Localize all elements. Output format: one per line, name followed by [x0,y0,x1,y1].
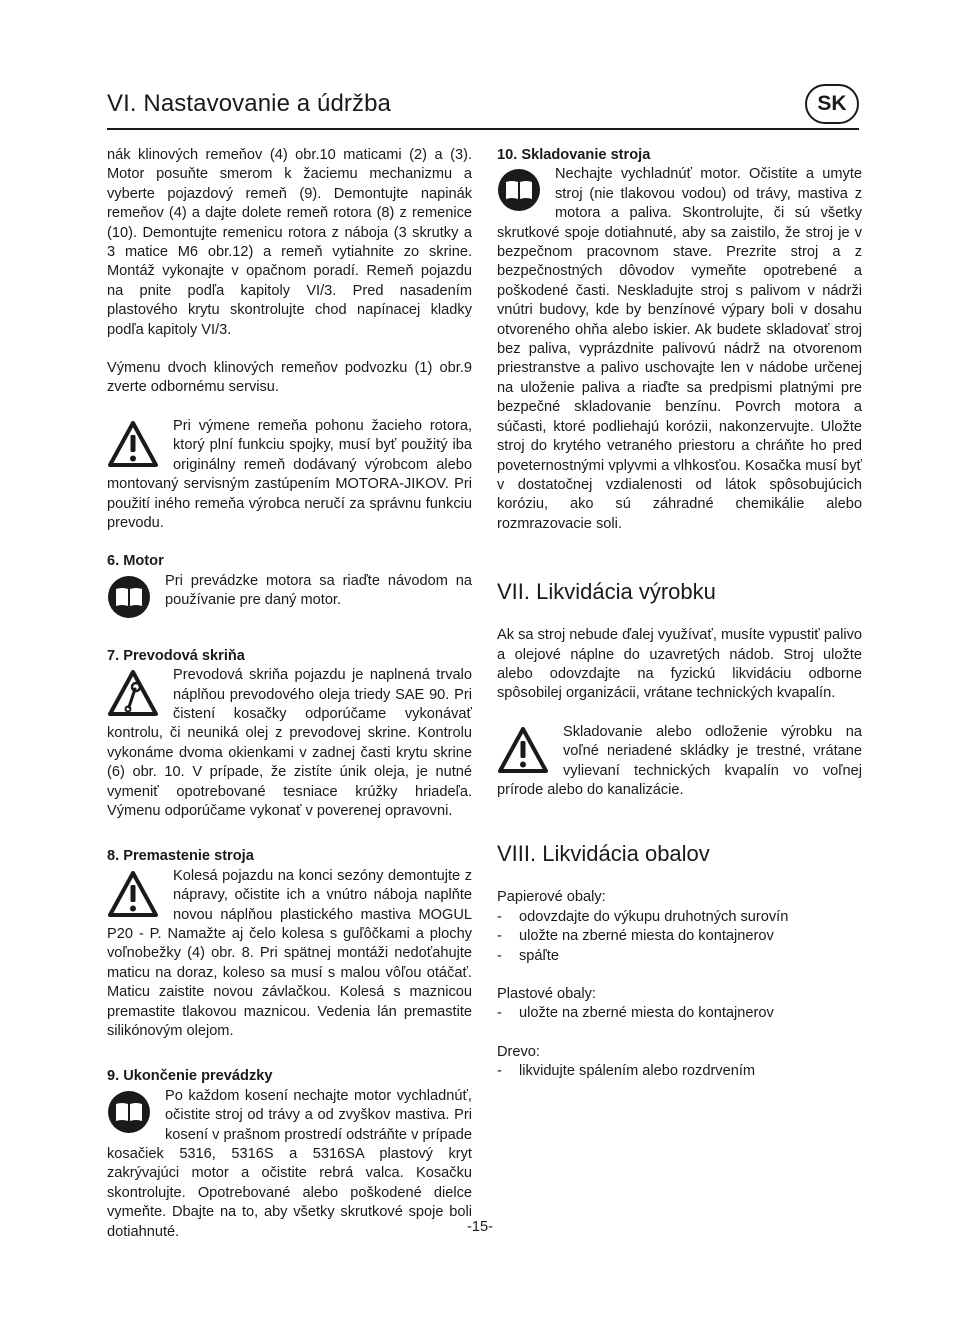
section-6 [107,552,472,620]
belt-warning-text: Pri výmene remeňa pohonu žacieho rotora, ktorý plní funkciu spojky, musí byť použitý iba originálny remeň dodávaný výrobcom alebo montovaný servisným zastúpením MOTORA-JIKOV. Pri použití iného remeňa výrobca neručí za správnu funkciu prevodu. [107,417,472,531]
section-10-text: Nechajte vychladnúť motor. Očistite a umyte stroj (nie tlakovou vodou) od trávy, mastiva z motora a paliva. Skontrolujte, či sú všetky skrutkové spoje dotiahnuté, aby sa zaistilo, že stroj je v bezpečnom pracovnom stave. Prezrite stroj a z bezpečnostných dôvodov vymeňte opotrebené a poškodené časti. Neskladujte stroj s palivom v nádrži vnútri budovy, kde by benzínové výpary boli v dosahu otvoreného ohňa alebo iskier. Ak budete skladovať stroj bez paliva, vyprázdnite palivovú nádrž na otvorenom priestranstve a palivo uschovajte len v nádobe určenej na uloženie paliva a riaďte sa predpismi platnými pre bezpečné skladovanie benzínu. Povrch motora a súčasti, ktoré podliehajú korózii, nakonzervujte. Uložte stroj do krytého vetraného priestoru a chráňte ho pred poveternostnými vplyvmi a vlhkosťou. Kosačka musí byť v dostatočnej vzdialenosti od látok spôsobujúcich koróziu, ako sú záhradné chemikálie alebo rozmrazovacie soli. [497,166,862,532]
section-6-text: Pri prevádzke motora sa riaďte návodom na používanie pre daný motor. [165,572,472,609]
section-vii [497,578,862,800]
section-8-text: Kolesá pojazdu na konci sezóny demontujte z nápravy, očistite ich a vnútro náboja naplňte novou náplňou plastického mastiva MOGUL P20 - P. Namažte aj čelo kolesa s guľôčkami a plochy voľnobežky (4) obr. 8. Pri spätnej montáži nedoťahujte maticu na doraz, koleso sa musí s malou vôľou otáčať. Maticu zaistite novou závlačkou. Kolesá s maznicou premastite tlakovou maznicou. Vedenia lán premastite silikónovým olejom. [107,867,472,1040]
page-title: VI. Nastavovanie a údržba [107,90,391,117]
section-9-text: Po každom kosení nechajte motor vychladnúť, očistite stroj od trávy a od zvyškov mastiva. Pri kosení v prašnom prostredí odstráňte v prípade kosačiek 5316, 5316S a 5316SA plastový kryt zakrývajúci motor a očistite rebrá valca. Kosačku skontrolujte. Opotrebované alebo poškodené dielce vymeňte. Dbajte na to, aby všetky skrutkové spoje boli dotiahnuté. [107,1087,472,1240]
right-column [497,146,862,1082]
left-column [107,146,472,1242]
section-vii-text: Ak sa stroj nebude ďalej využívať, musíte vypustiť palivo a olejové náplne do uzavretých nádob. Stroj uložte alebo odovzdajte na fyzickú likvidáciu odborne spôsobilej organizácii, vrátane technických kvapalín. [497,627,862,702]
manual-book-icon [107,575,151,619]
list-item: - likvidujte spálením alebo rozdrvením [497,1063,756,1080]
section-9 [107,1067,472,1242]
section-10-heading: 10. Skladovanie stroja [497,147,651,163]
section-6-heading: 6. Motor [107,553,164,570]
intro-paragraph: nák klinových remeňov (4) obr.10 maticami (2) a (3). Motor posuňte smerom k žaciemu mechanizmu a vyberte pojazdový remeň (9). Demontujte napinák remeňov (4) a dajte dolete remeň rotora (8) z remenice (10). Demontujte remenicu rotora z náboja (3 skrutky a 3 matice M6 obr.12) a remeň vytiahnite zo skrine. Montáž vykonajte v opačnom poradí. Remeň pojazdu na pnite podľa kapitoly VI/3. Pred nasadením plastového krytu skontrolujte chod napínacej kladky podľa kapitoly VI/3. [107,147,472,338]
wood-label: Drevo: [497,1043,540,1060]
section-10 [497,146,862,534]
replace-note-paragraph: Výmenu dvoch klinových remeňov podvozku (1) obr.9 zverte odbornému servisu. [107,360,472,396]
belt-warning-block [107,417,472,533]
wrench-warning-icon [107,669,159,717]
warning-icon [497,726,549,774]
list-item: - odovzdajte do výkupu druhotných surovín [497,908,789,925]
section-7-text: Prevodová skriňa pojazdu je naplnená trvalo náplňou prevodového oleja triedy SAE 90. Pri čistení kosačky odporúčame vykonávať kontrolu, či neuniká olej z prevodovej skrine. Kontrolu vykonáme dvoma okienkami v zadnej časti krytu skrine (6) obr. 10. V prípade, že zistíte únik oleja, je nutné vymeniť opotrebované tesniace krúžky hriadeľa. Výmenu odporúčame vykonať v poverenej opravovni. [107,667,472,819]
plastic-label: Plastové obaly: [497,986,596,1002]
section-7-heading: 7. Prevodová skriňa [107,647,245,664]
paper-label: Papierové obaly: [497,889,606,906]
manual-book-icon [497,168,541,212]
manual-book-icon [107,1090,151,1134]
list-item: - uložte na zberné miesta do kontajnerov [497,928,774,945]
header-rule [107,128,859,130]
language-badge: SK [805,84,859,124]
disposal-warning-text: Skladovanie alebo odloženie výrobku na voľné neriadené skládky je trestné, vrátane vylievaní technických kvapalín vo voľnej prírode alebo do kanalizácie. [497,723,862,798]
section-7 [107,647,472,822]
warning-icon [107,870,159,918]
section-9-heading: 9. Ukončenie prevádzky [107,1068,273,1085]
section-vii-title: VII. Likvidácia výrobku [497,579,716,605]
page-number: -15- [467,1219,493,1235]
section-8-heading: 8. Premastenie stroja [107,848,254,865]
warning-icon [107,420,159,468]
section-viii-title: VIII. Likvidácia obalov [497,841,710,867]
list-item: - uložte na zberné miesta do kontajnerov [497,1005,774,1022]
list-item: - spáľte [497,947,559,964]
section-8 [107,847,472,1041]
section-viii [497,840,862,1081]
disposal-warning-block [497,723,862,801]
